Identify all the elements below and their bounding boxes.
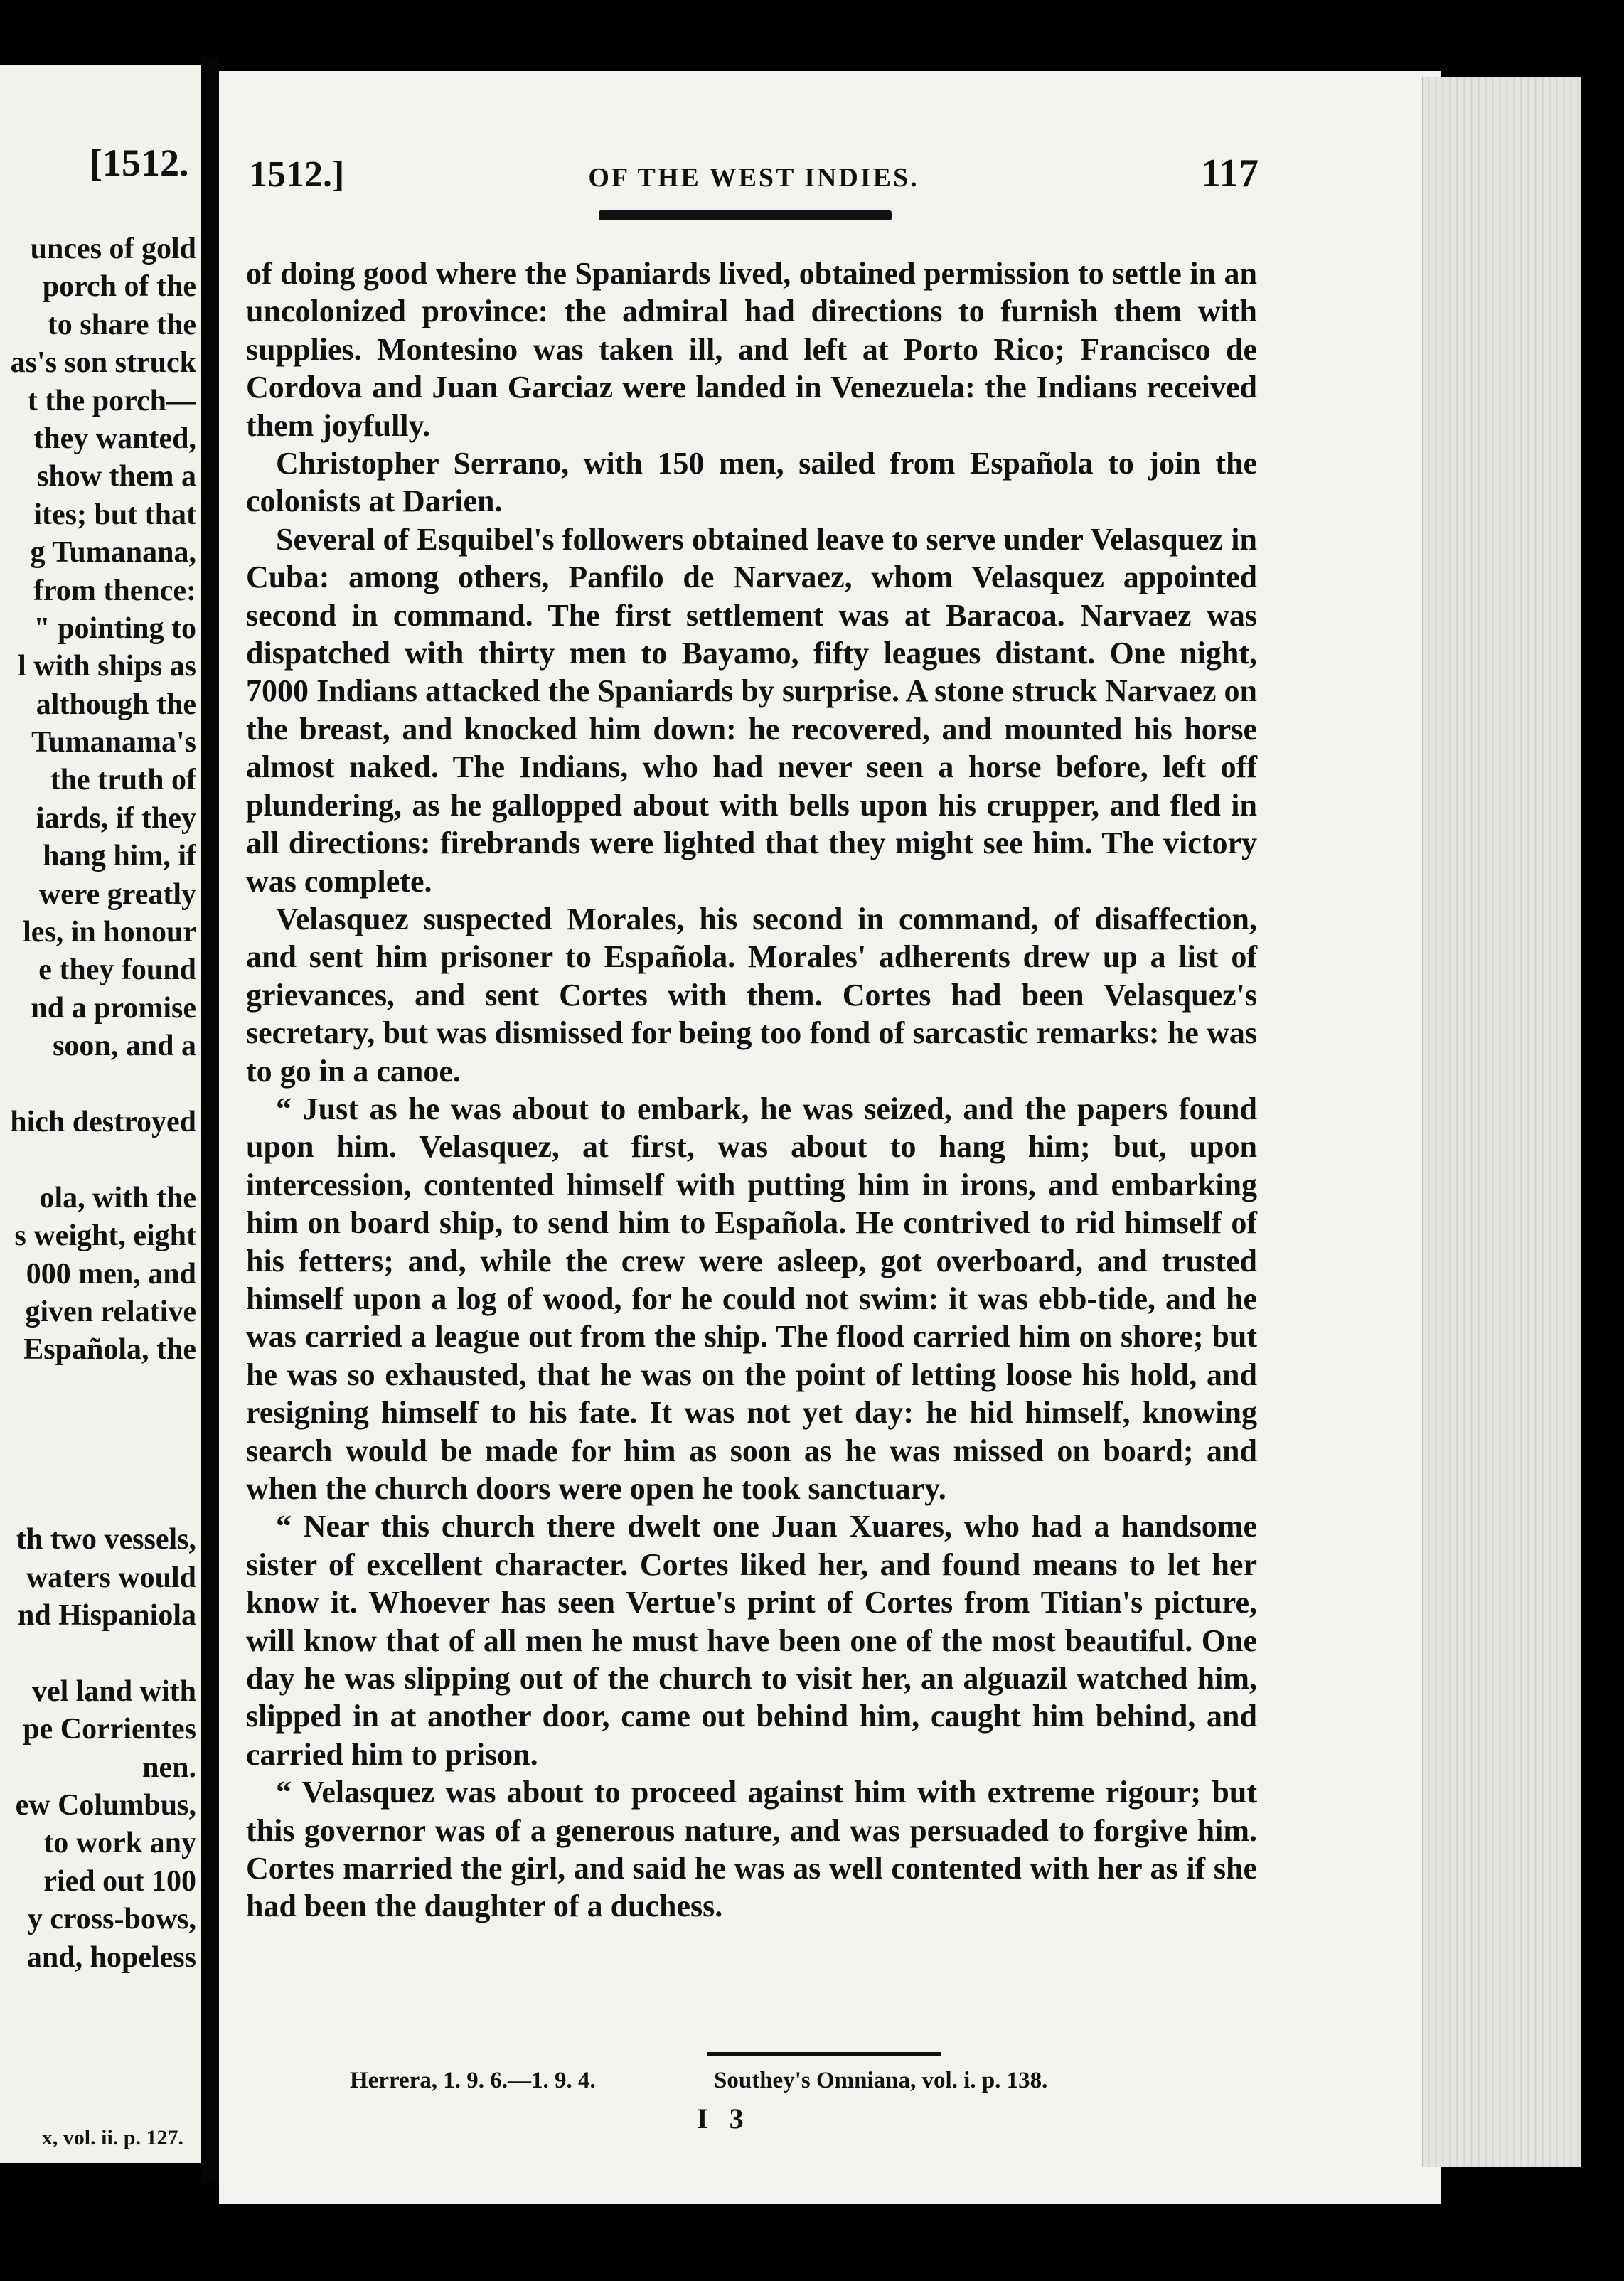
printer-signature: I 3 (697, 2103, 751, 2135)
previous-page-line: and, hopeless (26, 1940, 196, 1974)
paragraph: Velasquez suspected Morales, his second in command, of disaffection, and sent him prisoner to Española. Morales' adherents drew up a list of grievances, and sent Cortes with them. Cortes had been Velasquez's secretary, but was dismissed for being too fond of sarcastic remarks: he was to go in a canoe. (246, 901, 1257, 1089)
previous-page-line: l with ships as (18, 650, 196, 683)
previous-page-line: to share the (47, 308, 196, 341)
header-year: 1512.] (249, 154, 345, 195)
footnote-herrera: Herrera, 1. 9. 6.—1. 9. 4. (350, 2068, 596, 2093)
previous-page-line: nd Hispaniola (18, 1599, 196, 1633)
paragraph: Several of Esquibel's followers obtained leave to serve under Velasquez in Cuba: among others, Panfilo de Narvaez, whom Velasquez appointed second in command. The first settlement was at Baracoa. Narvaez was dispatched with thirty men to Bayamo, fifty leagues distant. One night, 7000 Indians attacked the Spaniards by surprise. A stone struck Narvaez on the breast, and knocked him down: he recovered, and mounted his horse almost naked. The Indians, who had never seen a horse before, left off plundering, as he gallopped about with bells upon his crupper, and fled in all directions: firebrands were lighted that they might see him. The victory was complete. (246, 521, 1257, 899)
previous-page-line: pe Corrientes (23, 1713, 196, 1746)
paragraph: “ Near this church there dwelt one Juan Xuares, who had a handsome sister of excellent character. Cortes liked her, and found means to let her know it. Whoever has seen Vertue's print of Cortes from Titian's picture, will know that of all men he must have been one of the most beautiful. One day he was slipping out of the church to visit her, an alguazil watched him, slipped in at another door, came out behind him, caught him behind, and carried him to prison. (246, 1509, 1257, 1772)
previous-page-line: Española, the (23, 1333, 196, 1367)
book-gutter (201, 57, 219, 2183)
previous-page-line: Tumanama's (31, 726, 196, 759)
previous-page-line: 000 men, and (26, 1257, 196, 1291)
previous-page-line: were greatly (38, 877, 196, 911)
previous-page-line: les, in honour (23, 916, 196, 949)
previous-page-line: soon, and a (53, 1030, 196, 1063)
previous-page-line: as's son struck (10, 346, 196, 380)
previous-page-line (0, 1066, 196, 1104)
page-number: 117 (1201, 151, 1259, 196)
paragraph: of doing good where the Spaniards lived, obtained permission to settle in an uncolonized province: the admiral had directions to furnish them with supplies. Montesino was taken ill, and left at Porto Rico; Francisco de Cordova and Juan Garciaz were landed in Venezuela: the Indians received them joyfully. (246, 256, 1257, 443)
previous-page-line: nen. (142, 1751, 196, 1784)
previous-page-line: " pointing to (33, 611, 196, 645)
previous-page-line (0, 1141, 196, 1179)
previous-page-line (0, 1635, 196, 1672)
previous-page-line: nd a promise (31, 991, 196, 1025)
paragraph: Christopher Serrano, with 150 men, sailed from Española to join the colonists at Darien. (246, 446, 1257, 519)
previous-page-line (0, 1483, 196, 1521)
previous-page-line: e they found (38, 953, 196, 987)
previous-page-line (0, 1369, 196, 1407)
previous-page-line: vel land with (31, 1674, 196, 1708)
previous-page-line: iards, if they (36, 801, 196, 835)
previous-page-footnote: x, vol. ii. p. 127. (41, 2126, 183, 2149)
footnotes (350, 2068, 1160, 2103)
previous-page-fragment (0, 65, 201, 2163)
running-title: OF THE WEST INDIES. (588, 163, 919, 193)
previous-page-line: ites; but that (33, 498, 196, 531)
paragraph: “ Velasquez was about to proceed against him with extreme rigour; but this governor was of a generous nature, and was persuaded to forgive him. Cortes married the girl, and said he was as well contented with her as if she had been the daughter of a duchess. (246, 1775, 1257, 1924)
previous-page-line: unces of gold (30, 233, 196, 265)
previous-page-header: [1512. (90, 141, 189, 184)
previous-page-line: hich destroyed (10, 1105, 196, 1138)
body-text (246, 255, 1257, 1925)
footnote-southey: Southey's Omniana, vol. i. p. 138. (714, 2068, 1048, 2093)
previous-page-line (0, 1407, 196, 1445)
previous-page-line: although the (36, 688, 196, 721)
previous-page-line: t the porch— (27, 384, 196, 417)
previous-page-line: given relative (25, 1295, 196, 1328)
paragraph: “ Just as he was about to embark, he was seized, and the papers found upon him. Velasquez, at first, was about to hang him; but, upon intercession, contented himself with putting him in irons, and embarking him on board ship, to send him to Española. He contrived to rid himself of his fetters; and, while the crew were asleep, got overboard, and trusted himself upon a log of wood, for he could not swim: it was ebb-tide, and he was carried a league out from the ship. The flood carried him on shore; but he was so exhausted, that he was on the point of letting loose his hold, and resigning himself to his fate. It was not yet day: he hid himself, knowing search would be made for him as soon as he was missed on board; and when the church doors were open he took sanctuary. (246, 1091, 1257, 1506)
previous-page-line: they wanted, (33, 422, 196, 455)
previous-page-line: porch of the (42, 270, 196, 304)
header-rule (599, 210, 892, 220)
previous-page-line: s weight, eight (14, 1219, 196, 1253)
previous-page-line: to work any (43, 1827, 196, 1860)
previous-page-line: g Tumanana, (30, 536, 196, 570)
previous-page-line: from thence: (33, 574, 196, 607)
page-header (249, 149, 1259, 199)
footnote-rule (707, 2052, 941, 2056)
page-edges (1422, 77, 1581, 2167)
previous-page-text (0, 230, 196, 1977)
previous-page-line: waters would (26, 1561, 196, 1594)
previous-page-line (0, 1446, 196, 1483)
previous-page-line: y cross-bows, (27, 1903, 196, 1936)
previous-page-line: ew Columbus, (15, 1789, 196, 1822)
previous-page-line: ola, with the (39, 1181, 196, 1214)
previous-page-line: ried out 100 (43, 1864, 196, 1898)
previous-page-line: th two vessels, (16, 1523, 196, 1556)
previous-page-line: the truth of (50, 764, 196, 797)
previous-page-line: hang him, if (43, 840, 196, 873)
previous-page-line: show them a (36, 460, 196, 493)
